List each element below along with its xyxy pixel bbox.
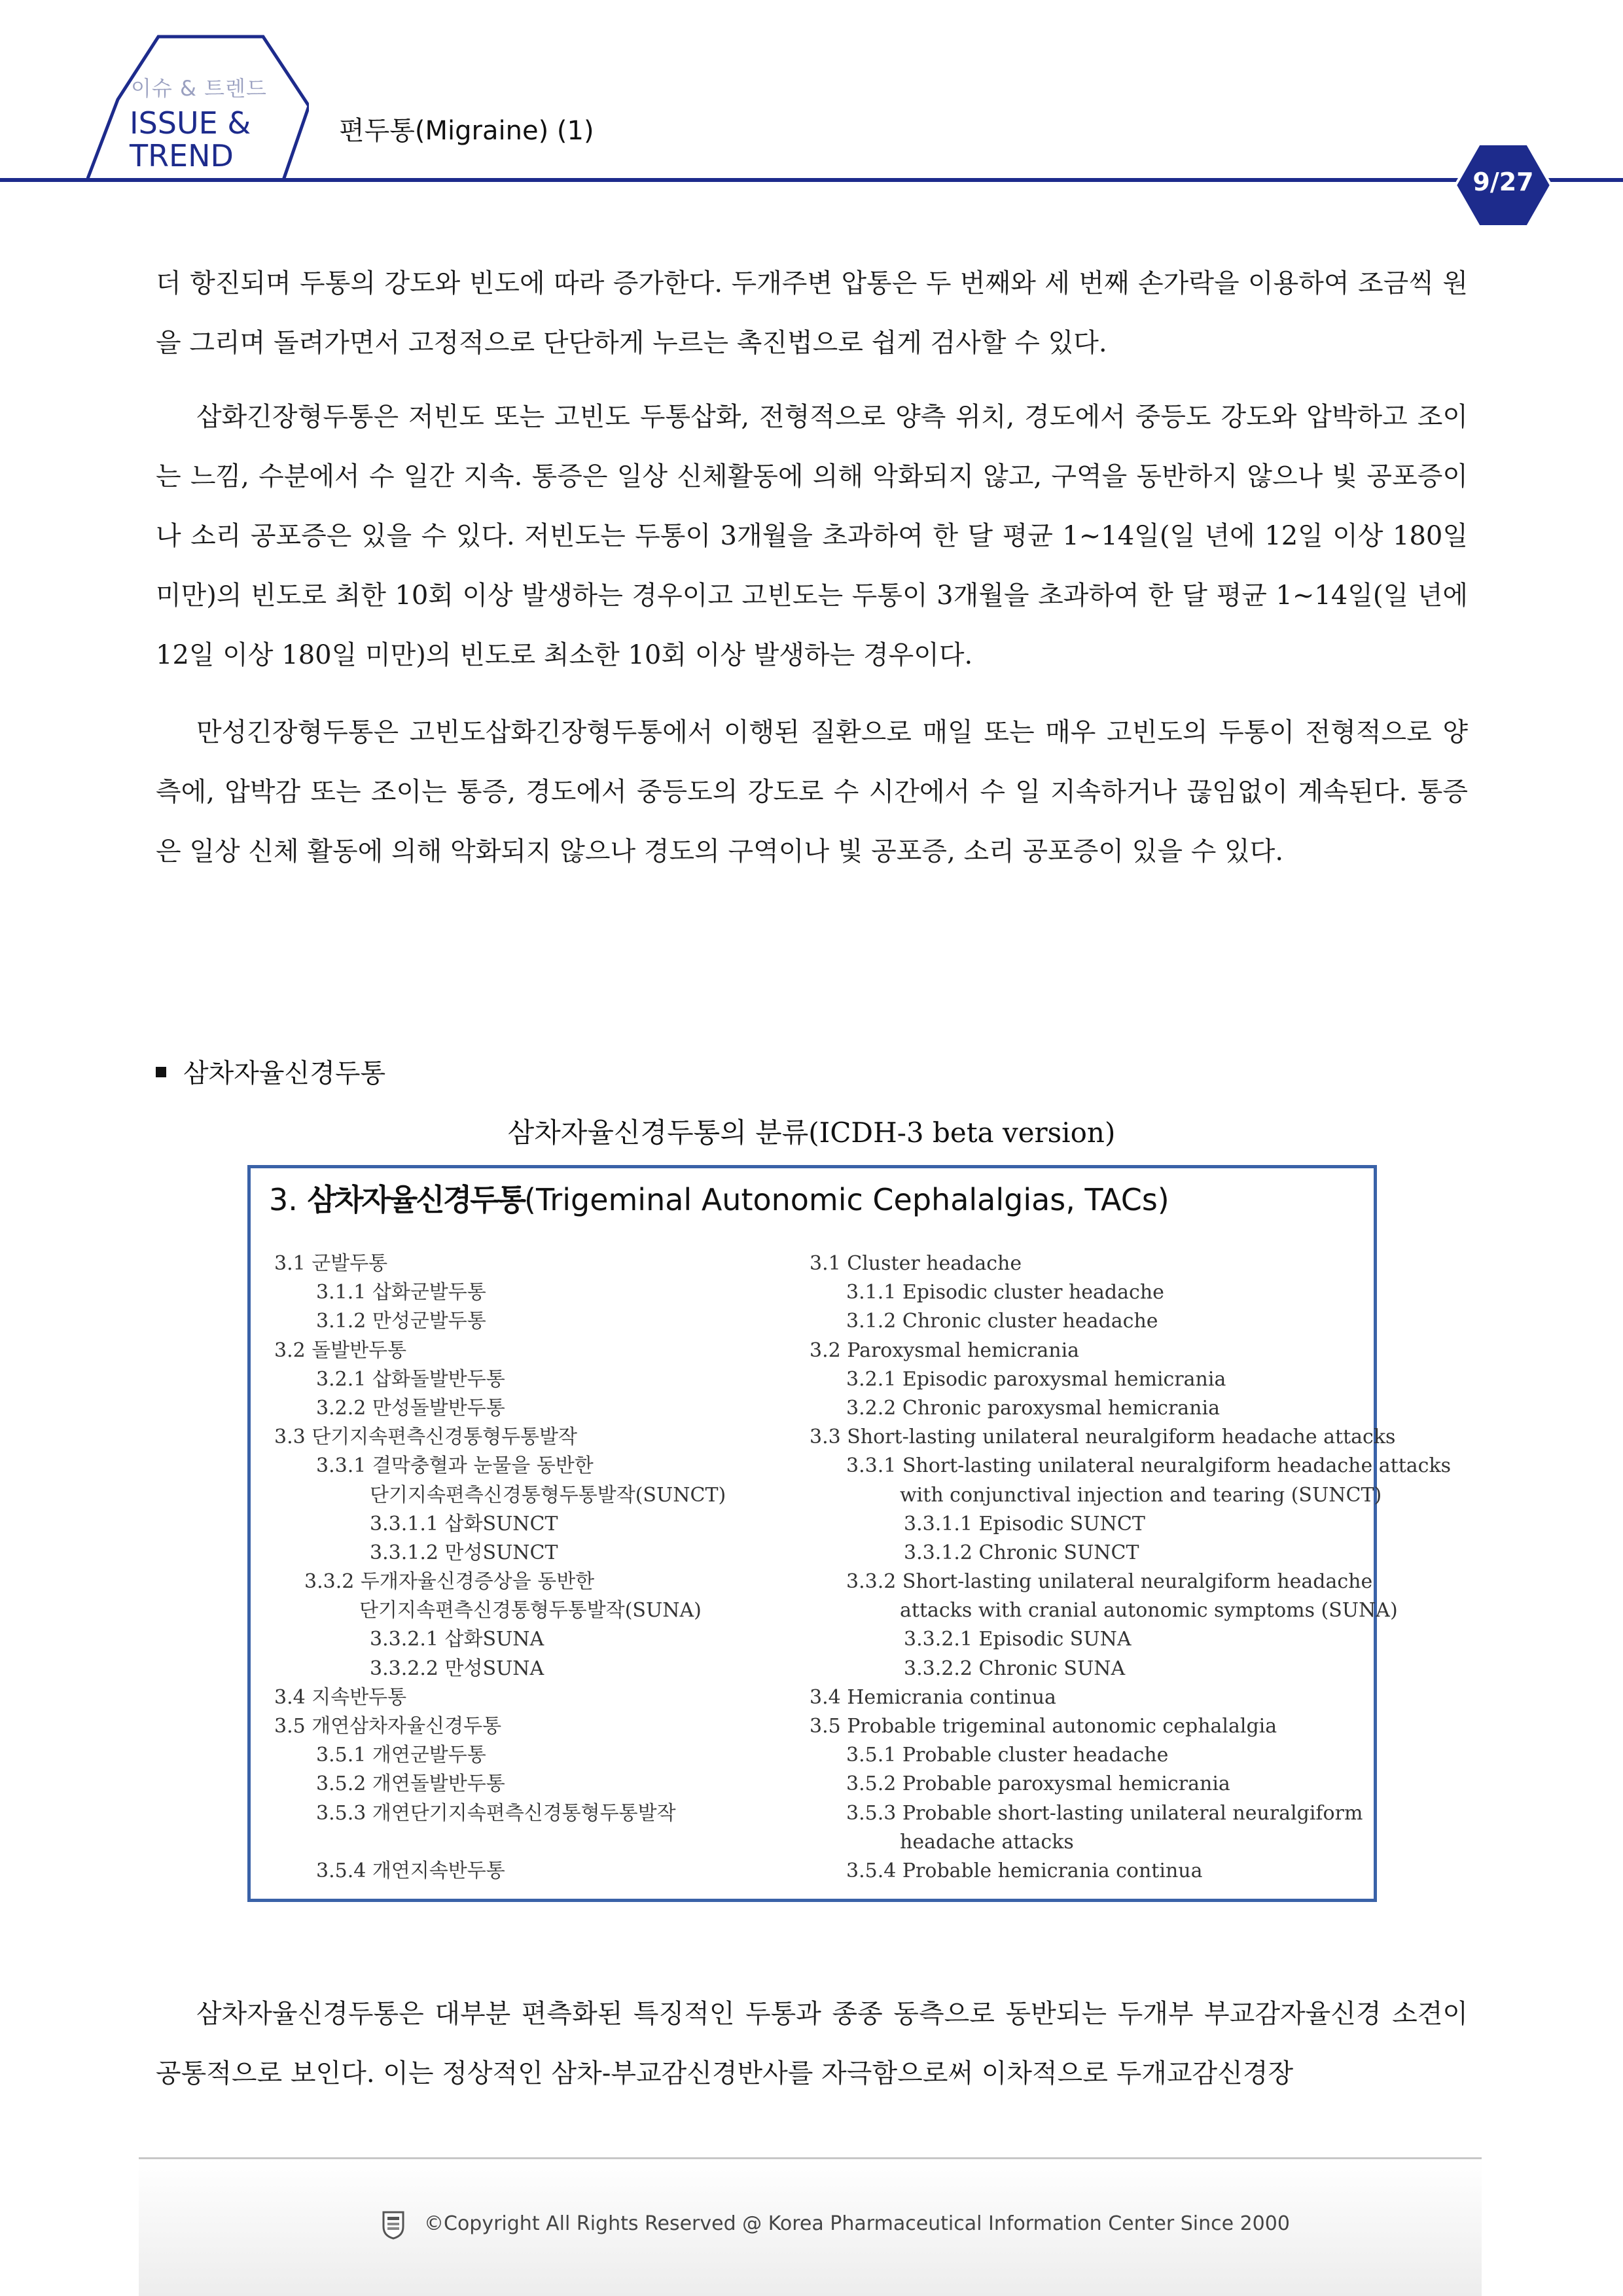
square-bullet-icon	[156, 1067, 166, 1077]
list-item: 3.1.1 삽화군발두통	[316, 1281, 486, 1304]
classification-korean-column	[274, 1249, 726, 1886]
list-item: 3.3.2.1 Episodic SUNA	[904, 1628, 1132, 1651]
list-item: 3.2 돌발반두통	[274, 1338, 407, 1362]
list-item: 3.3.2.2 만성SUNA	[370, 1657, 544, 1680]
figure-caption: 삼차자율신경두통의 분류(ICDH-3 beta version)	[507, 1117, 1116, 1149]
list-item: 단기지속편측신경통형두통발작(SUNA)	[359, 1599, 702, 1623]
list-item: 3.1 군발두통	[274, 1252, 388, 1275]
kpic-shield-icon	[382, 2211, 404, 2240]
issue-trend-label-line1: ISSUE &	[130, 105, 251, 141]
list-item: 3.5 Probable trigeminal autonomic cephalalgia	[810, 1715, 1277, 1738]
header-rule	[0, 178, 1623, 182]
list-item: 3.3.2 두개자율신경증상을 동반한	[304, 1570, 595, 1594]
list-item: 3.3.1.1 삽화SUNCT	[370, 1512, 558, 1535]
page-number: 9/27	[1472, 168, 1534, 196]
list-item: 3.1.2 Chronic cluster headache	[846, 1310, 1158, 1333]
list-item: 3.3.1.2 만성SUNCT	[370, 1541, 558, 1564]
body-paragraph: 삼차자율신경두통은 대부분 편측화된 특징적인 두통과 종종 동측으로 동반되는 두개부 부교감자율신경 소견이 공통적으로 보인다. 이는 정상적인 삼차-부교감신경반사를 자극함으로써 이차적으로 두개교감신경장	[156, 1999, 1468, 2089]
body-paragraph: 삽화긴장형두통은 저빈도 또는 고빈도 두통삽화, 전형적으로 양측 위치, 경도에서 중등도 강도와 압박하고 조이는 느낌, 수분에서 수 일간 지속. 통증은 일상 신체활동에 의해 악화되지 않고, 구역을 동반하지 않으나 빛 공포증이나 소리 공포증은 있을 수 있다. 저빈도는 두통이 3개월을 초과하여 한 달 평균 1~14일(일 년에 12일 이상 180일 미만)의 빈도로 최한 10회 이상 발생하는 경우이고 고빈도는 두통이 3개월을 초과하여 한 달 평균 1~14일(일 년에 12일 이상 180일 미만)의 빈도로 최소한 10회 이상 발생하는 경우이다.	[156, 402, 1468, 670]
list-item: 3.3.1 결막충혈과 눈물을 동반한	[316, 1454, 594, 1478]
list-item: 3.3.1.1 Episodic SUNCT	[904, 1512, 1145, 1535]
list-item: 단기지속편측신경통형두통발작(SUNCT)	[370, 1483, 726, 1507]
classification-title-en: (Trigeminal Autonomic Cephalalgias, TACs)	[524, 1182, 1169, 1217]
list-item: 3.4 지속반두통	[274, 1685, 407, 1709]
list-item: 3.2.1 삽화돌발반두통	[316, 1367, 505, 1391]
classification-title-ko: 삼차자율신경두통	[307, 1182, 525, 1217]
list-item: with conjunctival injection and tearing (SUNCT)	[900, 1483, 1382, 1507]
list-item: 3.3.2.2 Chronic SUNA	[904, 1657, 1126, 1680]
list-item: 3.5.3 Probable short-lasting unilateral neuralgiform	[846, 1801, 1363, 1825]
list-item: headache attacks	[900, 1830, 1074, 1854]
classification-english-column	[810, 1249, 1451, 1886]
list-item: 3.5.4 개연지속반두통	[316, 1859, 505, 1882]
issue-trend-label-line2: TREND	[130, 138, 234, 173]
list-item: 3.5 개연삼차자율신경두통	[274, 1715, 502, 1738]
list-item: 3.2.1 Episodic paroxysmal hemicrania	[846, 1367, 1226, 1391]
issue-trend-label-ko: 이슈 & 트렌드	[131, 76, 267, 101]
list-item: 3.3.2 Short-lasting unilateral neuralgiform headache	[846, 1570, 1373, 1594]
list-item: 3.4 Hemicrania continua	[810, 1685, 1056, 1709]
section-heading-text: 삼차자율신경두통	[183, 1058, 386, 1088]
list-item: attacks with cranial autonomic symptoms (SUNA)	[900, 1599, 1398, 1623]
list-item: 3.3.1.2 Chronic SUNCT	[904, 1541, 1139, 1564]
list-spacer	[274, 1828, 726, 1857]
list-item: 3.2.2 Chronic paroxysmal hemicrania	[846, 1396, 1220, 1420]
list-item: 3.3 Short-lasting unilateral neuralgiform headache attacks	[810, 1426, 1396, 1449]
list-item: 3.1.1 Episodic cluster headache	[846, 1281, 1164, 1304]
list-item: 3.2.2 만성돌발반두통	[316, 1396, 505, 1420]
list-item: 3.3.1 Short-lasting unilateral neuralgiform headache attacks	[846, 1454, 1452, 1478]
list-item: 3.5.4 Probable hemicrania continua	[846, 1859, 1203, 1882]
list-item: 3.5.2 Probable paroxysmal hemicrania	[846, 1772, 1230, 1796]
list-item: 3.2 Paroxysmal hemicrania	[810, 1338, 1080, 1362]
list-item: 3.1 Cluster headache	[810, 1252, 1022, 1275]
list-item: 3.5.3 개연단기지속편측신경통형두통발작	[316, 1801, 676, 1825]
list-item: 3.5.1 Probable cluster headache	[846, 1744, 1169, 1767]
list-item: 3.3 단기지속편측신경통형두통발작	[274, 1426, 577, 1449]
list-item: 3.1.2 만성군발두통	[316, 1310, 486, 1333]
document-title: 편두통(Migraine) (1)	[339, 116, 594, 146]
body-paragraph: 만성긴장형두통은 고빈도삽화긴장형두통에서 이행된 질환으로 매일 또는 매우 고빈도의 두통이 전형적으로 양측에, 압박감 또는 조이는 통증, 경도에서 중등도의 강도로 수 시간에서 수 일 지속하거나 끊임없이 계속된다. 통증은 일상 신체 활동에 의해 악화되지 않으나 경도의 구역이나 빛 공포증, 소리 공포증이 있을 수 있다.	[156, 717, 1468, 867]
section-heading	[156, 1052, 385, 1090]
list-item: 3.5.1 개연군발두통	[316, 1744, 486, 1767]
list-item: 3.3.2.1 삽화SUNA	[370, 1628, 544, 1651]
classification-title	[269, 1176, 1169, 1219]
classification-title-number: 3.	[269, 1182, 298, 1217]
classification-table	[247, 1165, 1452, 1902]
list-item: 3.5.2 개연돌발반두통	[316, 1772, 505, 1796]
footer-copyright: ©Copyright All Rights Reserved @ Korea Pharmaceutical Information Center Since 2000	[424, 2212, 1290, 2235]
body-paragraph: 더 항진되며 두통의 강도와 빈도에 따라 증가한다. 두개주변 압통은 두 번째와 세 번째 손가락을 이용하여 조금씩 원을 그리며 돌려가면서 고정적으로 단단하게 누르는 촉진법으로 쉽게 검사할 수 있다.	[156, 268, 1468, 358]
